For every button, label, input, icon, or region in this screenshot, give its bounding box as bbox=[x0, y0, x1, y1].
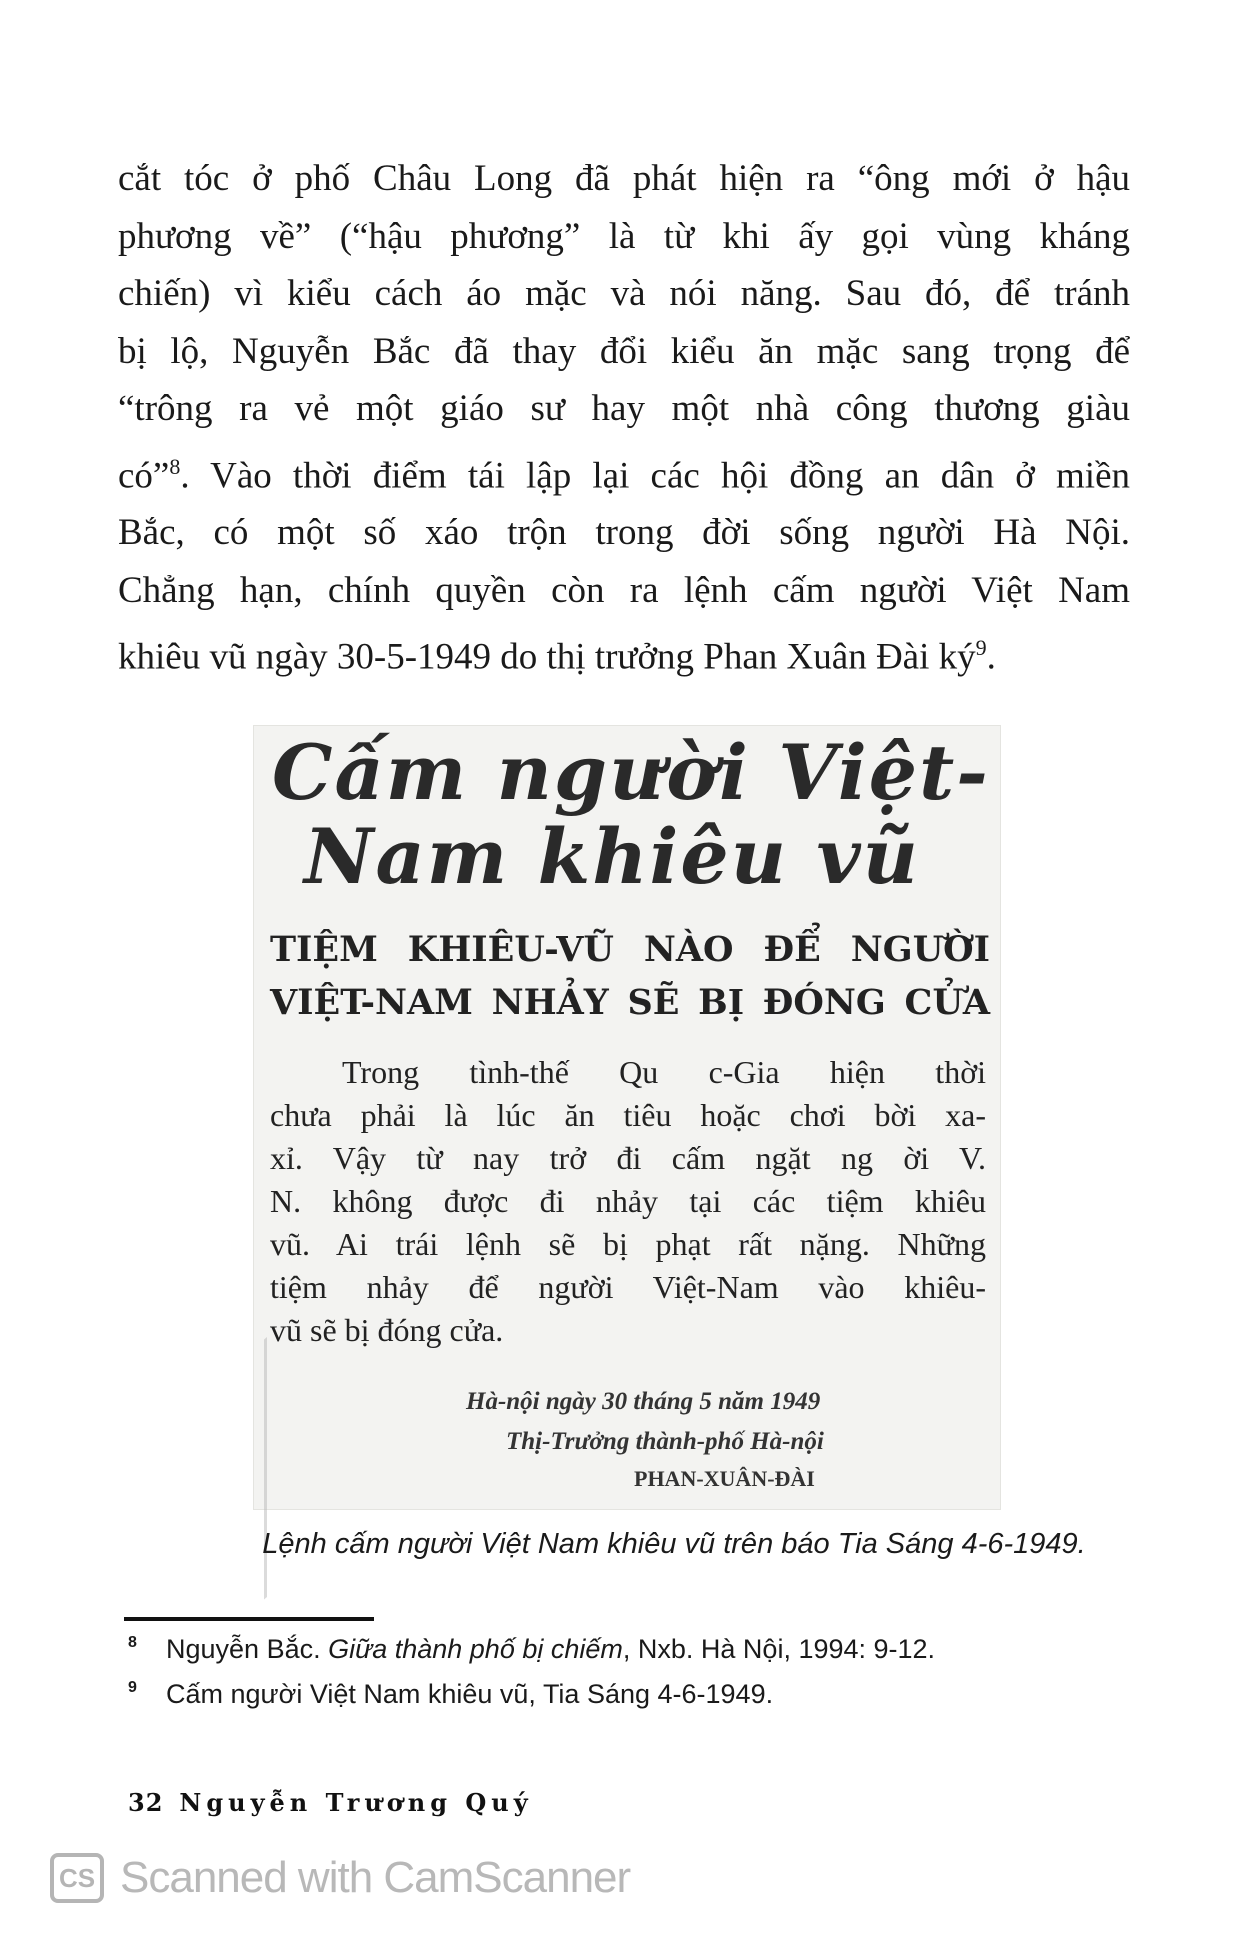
footnote-ref-8[interactable]: 8 bbox=[169, 453, 181, 479]
body-line: bị lộ, Nguyễn Bắc đã thay đổi kiểu ăn mặc sang trọng để bbox=[118, 330, 1130, 372]
body-line: phương về” (“hậu phương” là từ khi ấy gọi vùng kháng bbox=[118, 215, 1130, 257]
body-text: có” bbox=[118, 454, 170, 496]
body-line: chiến) vì kiểu cách áo mặc và nói năng. Sau đó, để tránh bbox=[118, 273, 1130, 314]
body-text: . Vào thời điểm tái lập lại các hội đồng an dân ở miền bbox=[180, 454, 1130, 496]
body-line: “trông ra vẻ một giáo sư hay một nhà công thương giàu bbox=[118, 388, 1130, 429]
body-text: khiêu vũ ngày 30-5-1949 do thị trưởng Phan Xuân Đài ký bbox=[118, 636, 976, 678]
body-line: cắt tóc ở phố Châu Long đã phát hiện ra “ông mới ở hậu bbox=[118, 158, 1130, 199]
body-line: Bắc, có một số xáo trộn trong đời sống người Hà Nội. bbox=[118, 512, 1130, 554]
footnote-divider bbox=[124, 1617, 374, 1621]
camscanner-watermark bbox=[50, 1853, 630, 1903]
body-line bbox=[118, 438, 1130, 505]
clipping-signature-name: PHAN-XUÂN-ĐÀI bbox=[634, 1466, 815, 1491]
clipping-subtitle-line2: VIỆT-NAM NHẢY SẼ BỊ ĐÓNG CỬA bbox=[270, 982, 990, 1023]
newspaper-clipping-image bbox=[253, 725, 1001, 1510]
clipping-subtitle-line1: TIỆM KHIÊU-VŨ NÀO ĐỂ NGƯỜI bbox=[270, 929, 990, 970]
body-paragraph bbox=[118, 150, 1130, 686]
clipping-body bbox=[270, 1051, 986, 1352]
page-number: 32 bbox=[128, 1788, 164, 1817]
body-line bbox=[118, 619, 1130, 686]
clipping-body-line: Trong tình-thế Qu c-Gia hiện thời bbox=[342, 1054, 986, 1090]
footnote-9 bbox=[128, 1679, 773, 1710]
clipping-signature-date: Hà-nội ngày 30 tháng 5 năm 1949 bbox=[466, 1388, 821, 1415]
clipping-body-line: N. không được đi nhảy tại các tiệm khiêu bbox=[270, 1183, 986, 1219]
camscanner-text: Scanned with CamScanner bbox=[120, 1853, 631, 1902]
footnote-text: Cấm người Việt Nam khiêu vũ, Tia Sáng 4-6-1949. bbox=[166, 1679, 774, 1709]
footnote-book-title: Giữa thành phố bị chiếm bbox=[328, 1634, 623, 1664]
clipping-signature-title: Thị-Trưởng thành-phố Hà-nội bbox=[506, 1428, 824, 1455]
clipping-body-line: vũ sẽ bị đóng cửa. bbox=[270, 1312, 504, 1348]
book-author: Nguyễn Trương Quý bbox=[179, 1788, 533, 1817]
clipping-body-line: chưa phải là lúc ăn tiêu hoặc chơi bời xa- bbox=[270, 1097, 986, 1133]
clipping-body-line: vũ. Ai trái lệnh sẽ bị phạt rất nặng. Những bbox=[270, 1226, 986, 1262]
page-footer bbox=[128, 1788, 533, 1817]
clipping-body-line: xỉ. Vậy từ nay trở đi cấm ngặt ng ời V. bbox=[270, 1140, 986, 1176]
footnote-author: Nguyễn Bắc. bbox=[166, 1634, 329, 1664]
body-line: Chẳng hạn, chính quyền còn ra lệnh cấm người Việt Nam bbox=[118, 569, 1130, 611]
camscanner-logo-icon: CS bbox=[50, 1853, 104, 1903]
clipping-title-line2: Nam khiêu vũ bbox=[304, 812, 920, 901]
clipping-body-line: tiệm nhảy để người Việt-Nam vào khiêu- bbox=[270, 1269, 986, 1305]
clipping-title-line1: Cấm người Việt- bbox=[272, 728, 990, 817]
footnote-8 bbox=[128, 1634, 935, 1665]
footnote-ref-9[interactable]: 9 bbox=[975, 635, 987, 661]
footnote-number: 9 bbox=[128, 1679, 137, 1696]
figure-caption: Lệnh cấm người Việt Nam khiêu vũ trên báo Tia Sáng 4-6-1949. bbox=[262, 1528, 1086, 1560]
footnote-publisher: , Nxb. Hà Nội, 1994: 9-12. bbox=[622, 1634, 936, 1664]
footnote-number: 8 bbox=[128, 1634, 137, 1651]
body-text: . bbox=[986, 636, 996, 678]
